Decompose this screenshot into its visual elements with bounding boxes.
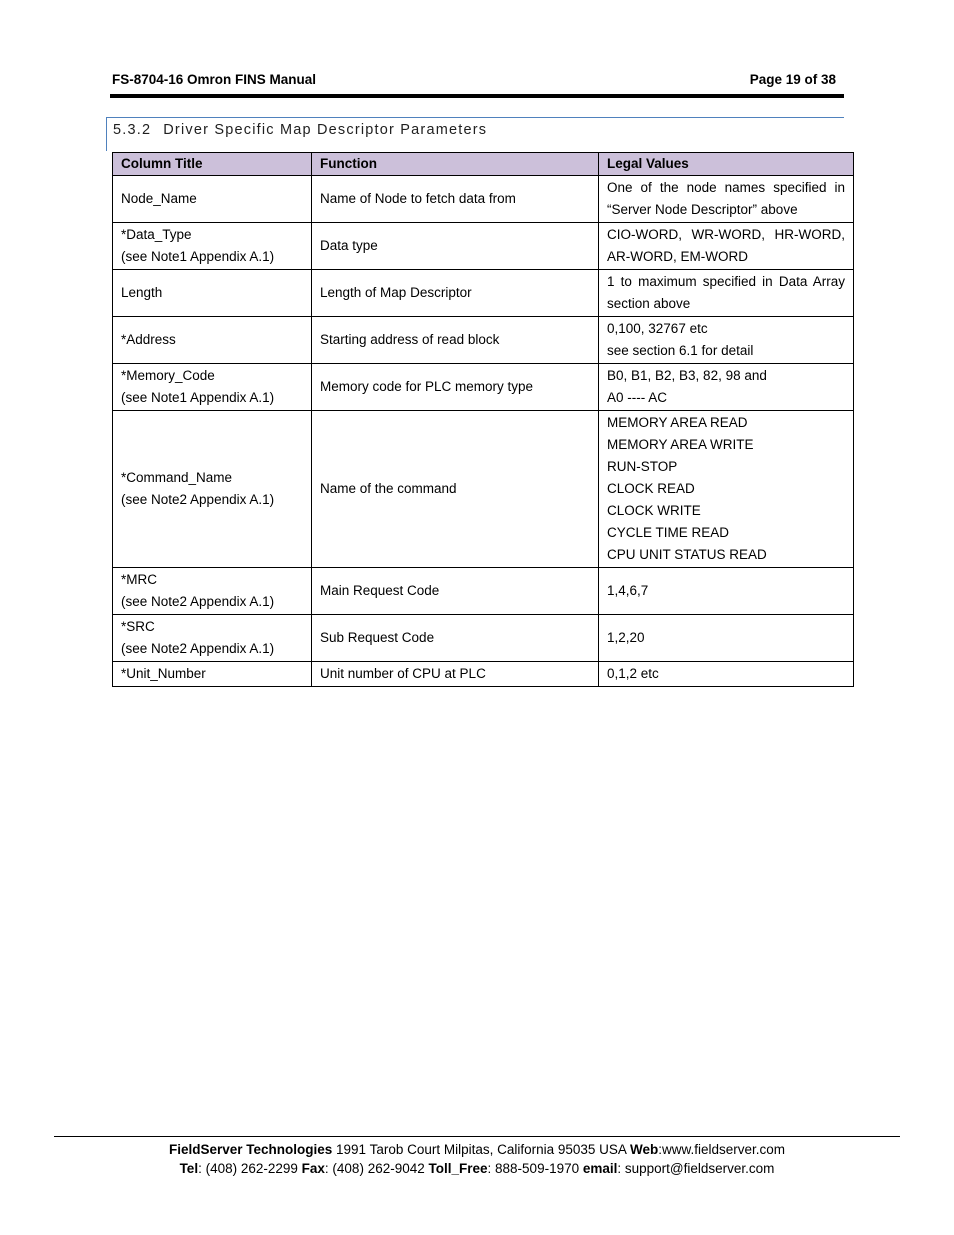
cell-legal-values — [599, 317, 854, 364]
column-header-title: Column Title — [113, 153, 312, 176]
table-header-row — [113, 153, 854, 176]
cell-function: Name of Node to fetch data from — [312, 176, 599, 223]
cell-text-line: 1 to maximum specified in Data Array section above — [607, 274, 845, 311]
cell-text-line: see section 6.1 for detail — [607, 343, 754, 358]
cell-function: Sub Request Code — [312, 615, 599, 662]
footer-line-2 — [0, 1161, 954, 1176]
table-row — [113, 662, 854, 687]
footer-tollfree-label: Toll_Free — [428, 1161, 488, 1176]
cell-text-line: (see Note1 Appendix A.1) — [121, 390, 275, 405]
cell-text-line: CPU UNIT STATUS READ — [607, 547, 767, 562]
cell-text-line: (see Note2 Appendix A.1) — [121, 641, 275, 656]
cell-text-line: RUN-STOP — [607, 459, 678, 474]
cell-text-line: *SRC — [121, 619, 155, 634]
table-row — [113, 568, 854, 615]
cell-column-title — [113, 176, 312, 223]
footer-company: FieldServer Technologies — [168, 1142, 333, 1157]
footer-tel: : (408) 262-2299 — [198, 1161, 302, 1176]
cell-column-title — [113, 662, 312, 687]
footer-fax-label: Fax — [301, 1161, 325, 1176]
cell-text-line: *Address — [121, 332, 176, 347]
cell-column-title — [113, 615, 312, 662]
cell-text-line: *Command_Name — [121, 470, 233, 485]
table-row — [113, 615, 854, 662]
cell-function: Unit number of CPU at PLC — [312, 662, 599, 687]
column-header-function: Function — [312, 153, 599, 176]
cell-column-title — [113, 317, 312, 364]
section-number: 5.3.2 — [113, 122, 152, 138]
column-header-legal-values: Legal Values — [599, 153, 854, 176]
cell-text-line: Node_Name — [121, 191, 197, 206]
footer-line-1 — [0, 1142, 954, 1157]
table-row — [113, 270, 854, 317]
footer-email-label: email — [582, 1161, 618, 1176]
footer-address: 1991 Tarob Court Milpitas, California 95035 USA — [332, 1142, 630, 1157]
cell-text-line: CLOCK READ — [607, 481, 695, 496]
cell-function: Length of Map Descriptor — [312, 270, 599, 317]
cell-legal-values — [599, 615, 854, 662]
cell-text-line: (see Note1 Appendix A.1) — [121, 249, 275, 264]
cell-text-line: (see Note2 Appendix A.1) — [121, 492, 275, 507]
cell-text-line: (see Note2 Appendix A.1) — [121, 594, 275, 609]
cell-text-line: *Unit_Number — [121, 666, 206, 681]
footer-tel-label: Tel — [179, 1161, 199, 1176]
cell-function: Memory code for PLC memory type — [312, 364, 599, 411]
header-rule — [110, 94, 844, 98]
parameters-table — [112, 152, 854, 687]
section-title: Driver Specific Map Descriptor Parameters — [163, 122, 488, 138]
cell-text-line: *Data_Type — [121, 227, 192, 242]
cell-legal-values — [599, 662, 854, 687]
footer-fax: : (408) 262-9042 — [324, 1161, 429, 1176]
footer-email[interactable]: : support@fieldserver.com — [617, 1161, 775, 1176]
cell-text-line: A0 ---- AC — [607, 390, 668, 405]
cell-column-title — [113, 411, 312, 568]
table-body — [113, 176, 854, 687]
table-row — [113, 176, 854, 223]
cell-legal-values — [599, 364, 854, 411]
footer-web-label: Web — [629, 1142, 659, 1157]
footer-tollfree: : 888-509-1970 — [487, 1161, 583, 1176]
footer-rule — [54, 1136, 900, 1137]
table-row — [113, 317, 854, 364]
cell-column-title — [113, 223, 312, 270]
cell-text-line: 1,4,6,7 — [607, 583, 649, 598]
cell-text-line: *Memory_Code — [121, 368, 215, 383]
cell-function: Main Request Code — [312, 568, 599, 615]
table-row — [113, 411, 854, 568]
cell-legal-values — [599, 176, 854, 223]
cell-text-line: 1,2,20 — [607, 630, 645, 645]
cell-column-title — [113, 568, 312, 615]
cell-text-line: B0, B1, B2, B3, 82, 98 and — [607, 368, 767, 383]
cell-text-line: 0,100, 32767 etc — [607, 321, 708, 336]
cell-text-line: Length — [121, 285, 163, 300]
table-row — [113, 223, 854, 270]
cell-text-line: *MRC — [121, 572, 157, 587]
cell-text-line: MEMORY AREA READ — [607, 415, 748, 430]
section-heading — [113, 122, 487, 138]
cell-legal-values — [599, 568, 854, 615]
cell-legal-values — [599, 411, 854, 568]
cell-text-line: MEMORY AREA WRITE — [607, 437, 754, 452]
cell-function: Starting address of read block — [312, 317, 599, 364]
cell-text-line: 0,1,2 etc — [607, 666, 659, 681]
table-row — [113, 364, 854, 411]
cell-text-line: CLOCK WRITE — [607, 503, 701, 518]
cell-legal-values — [599, 223, 854, 270]
cell-text-line: CIO-WORD, WR-WORD, HR-WORD, AR-WORD, EM-WORD — [607, 227, 845, 264]
document-title: FS-8704-16 Omron FINS Manual — [112, 72, 317, 87]
page-number: Page 19 of 38 — [749, 72, 836, 87]
cell-column-title — [113, 364, 312, 411]
cell-column-title — [113, 270, 312, 317]
cell-legal-values — [599, 270, 854, 317]
cell-function: Name of the command — [312, 411, 599, 568]
cell-text-line: One of the node names specified in “Server Node Descriptor” above — [607, 180, 845, 217]
cell-text-line: CYCLE TIME READ — [607, 525, 730, 540]
cell-function: Data type — [312, 223, 599, 270]
footer-web[interactable]: :www.fieldserver.com — [658, 1142, 786, 1157]
